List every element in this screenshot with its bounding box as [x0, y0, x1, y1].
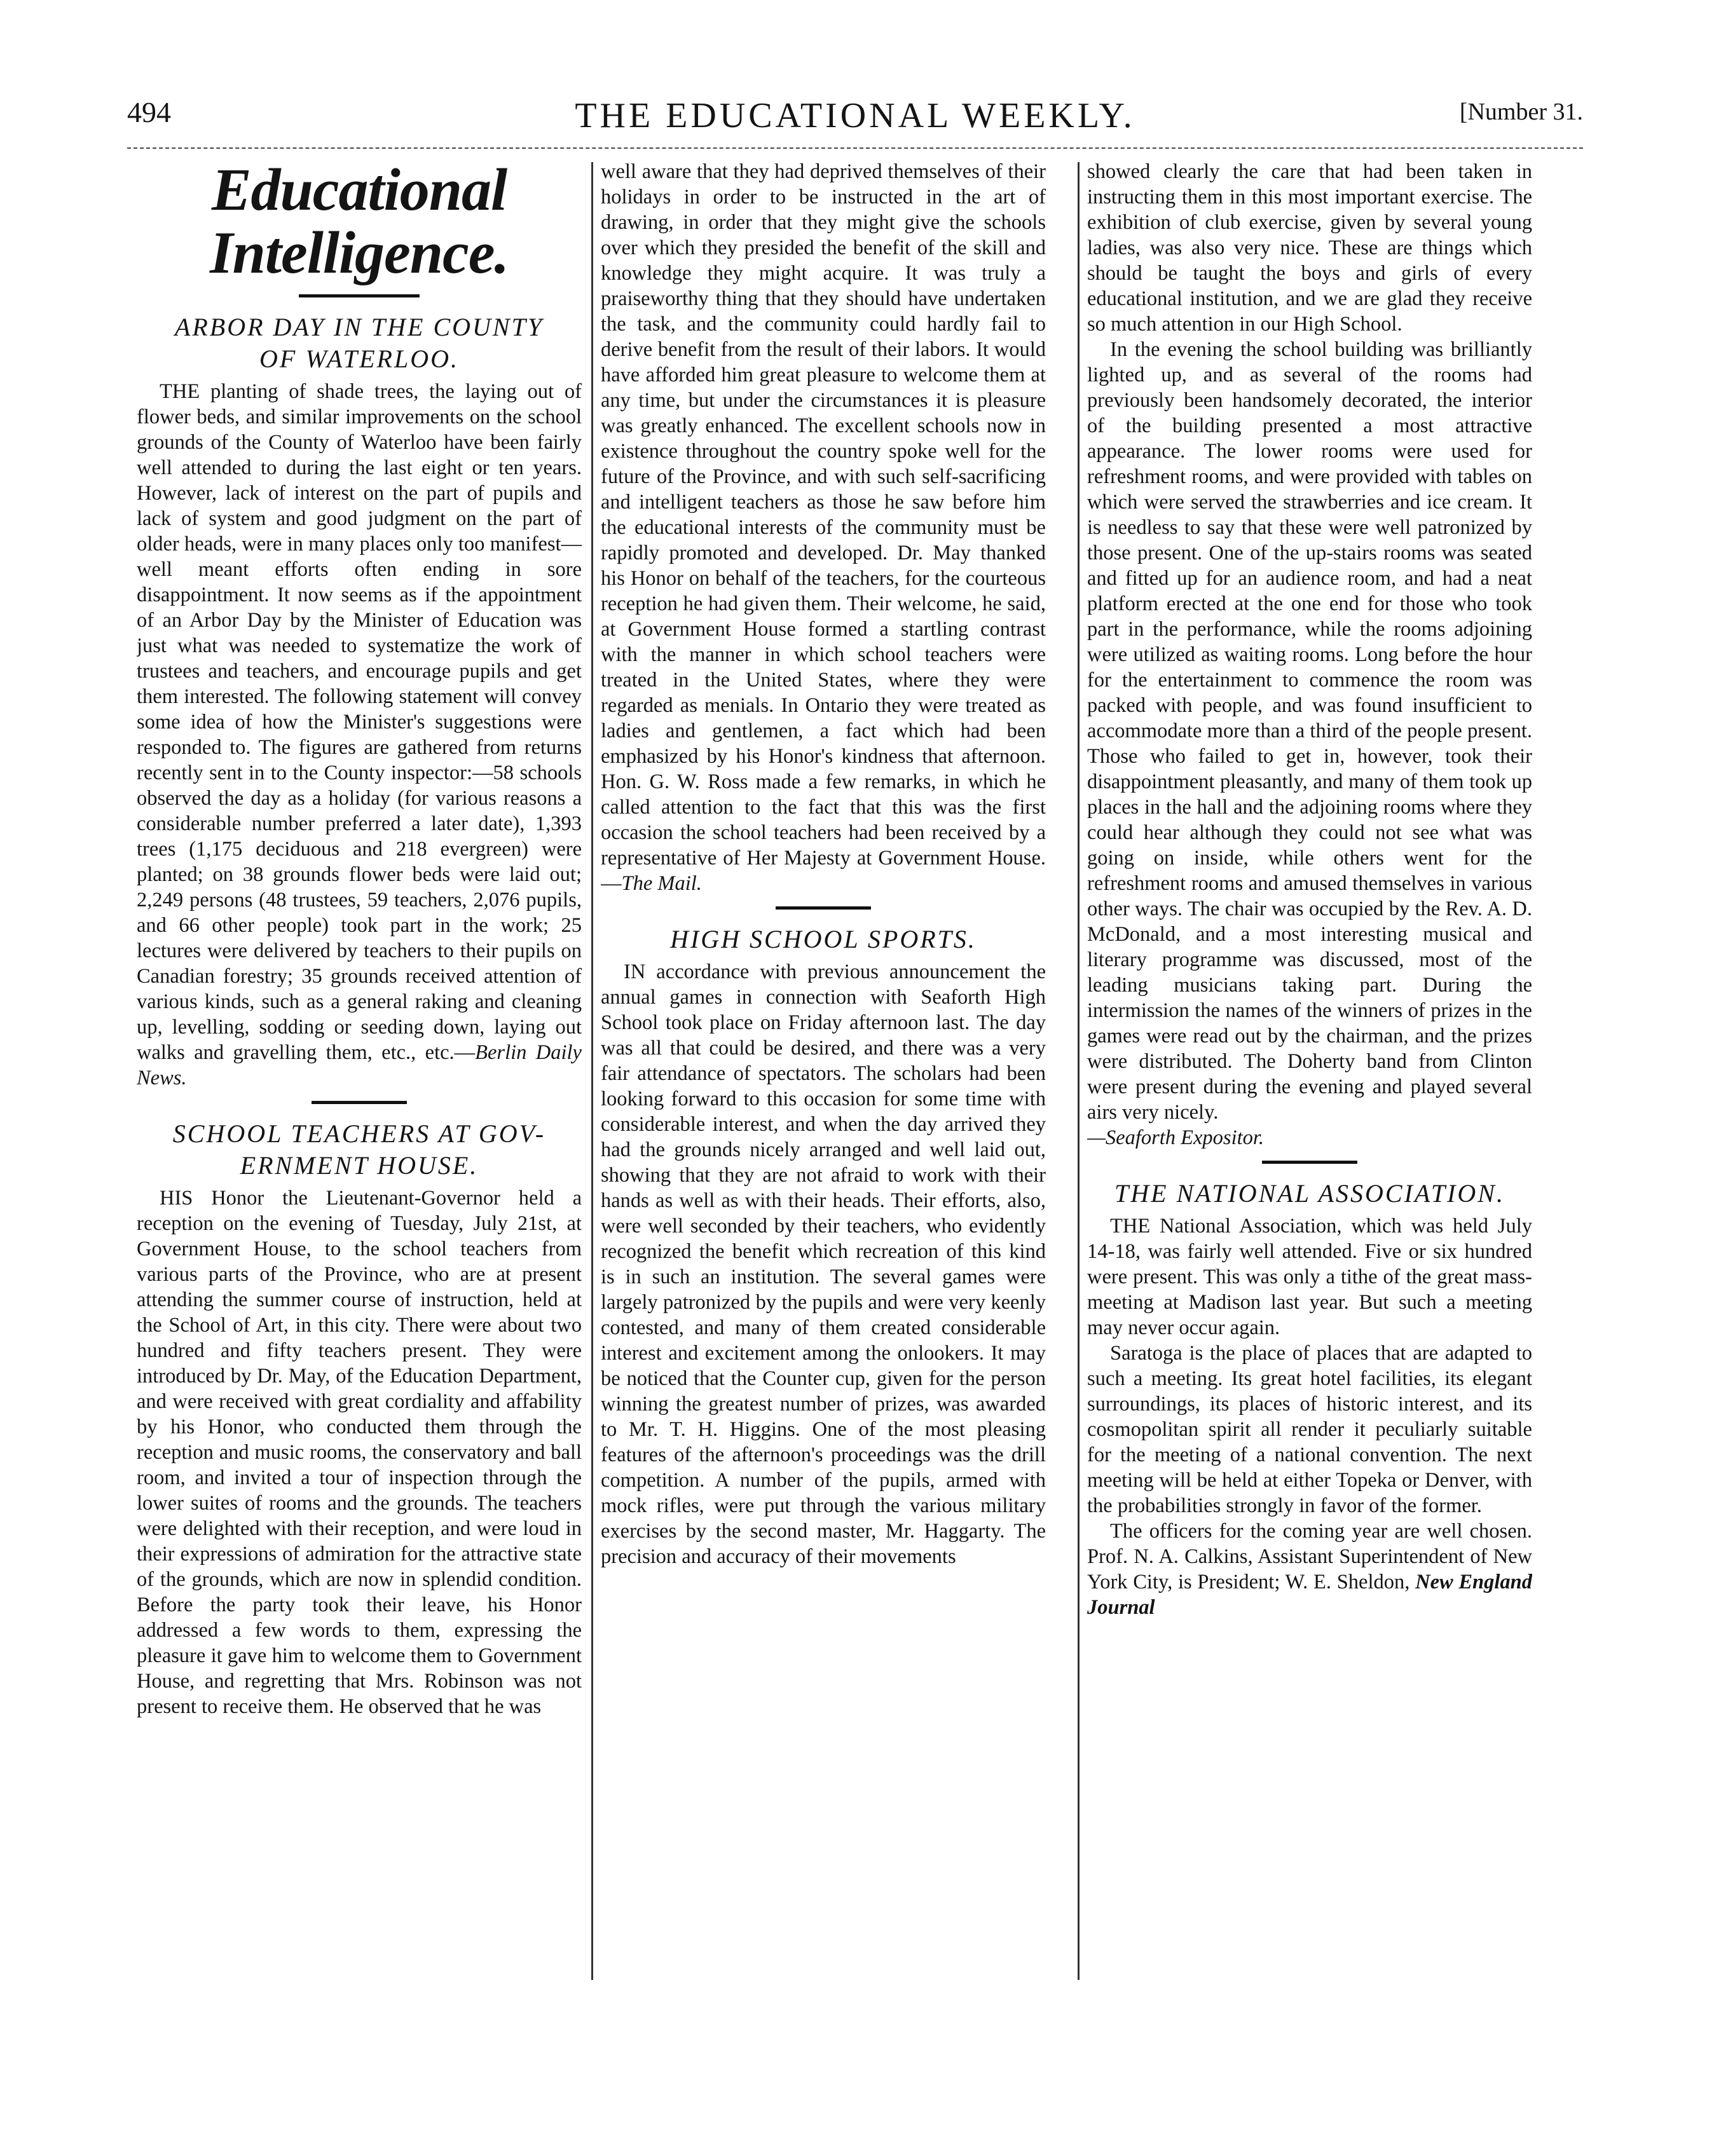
column-1	[137, 159, 582, 2021]
source-credit: —Seaforth Expositor.	[1087, 1126, 1265, 1149]
page-number: 494	[127, 96, 171, 128]
title-line: OF WATERLOO.	[259, 345, 459, 374]
article-divider	[312, 1101, 407, 1104]
paragraph-text: THE planting of shade trees, the laying out of flower beds, and similar improvements on the school grounds of the County of Waterloo have been fairly well attended to during the last eight or ten years. However, lack of interest on the part of pupils and lack of system and good judgment on the part of older heads, were in many places only too manifest—well meant efforts often ending in sore disappointment. It now seems as if the appointment of an Arbor Day by the Minister of Education was just what was needed to systematize the work of trustees and teachers, and encourage pupils and get them interested. The following statement will convey some idea of how the Minister's suggestions were responded to. The figures are gathered from returns recently sent in to the County inspector:—58 schools observed the day as a holiday (for various reasons a considerable number preferred a later date), 1,393 trees (1,175 deciduous and 218 evergreen) were planted; on 38 grounds flower beds were laid out; 2,249 persons (48 trustees, 59 teachers, 2,076 pupils, and 66 other people) took part in the work; 25 lectures were delivered by teachers to their pupils on Canadian forestry; 35 grounds received attention of various kinds, such as a general raking and cleaning up, levelling, sodding or seeding down, laying out walks and gravelling them, etc., etc.—	[137, 380, 582, 1065]
article-paragraph	[1087, 337, 1532, 1150]
paragraph-text: The officers for the coming year are well chosen. Prof. N. A. Calkins, Assistant Superintendent of New York City, is President; W. E. Sheldon,	[1087, 1520, 1532, 1593]
article-paragraph	[1087, 1518, 1532, 1620]
article-title-school-teachers	[137, 1118, 582, 1182]
article-paragraph: HIS Honor the Lieutenant-Governor held a reception on the evening of Tuesday, July 21st, at Government House, to the school teachers from various parts of the Province, who are at present attending the summer course of instruction, held at the School of Art, in this city. There were about two hundred and fifty teachers present. They were introduced by Dr. May, of the Education Department, and were received with great cordiality and affability by his Honor, who conducted them through the reception and music rooms, the conservatory and ball room, and invited a tour of inspection through the lower suites of rooms and the grounds. The teachers were delighted with their reception, and were loud in their expressions of admiration for the attractive state of the grounds, which are now in splendid condition. Before the party took their leave, his Honor addressed a few words to them, expressing the pleasure it gave him to welcome them to Government House, and regretting that Mrs. Robinson was not present to receive them. He observed that he was	[137, 1187, 582, 1719]
page-header	[127, 95, 1583, 140]
column-3	[1087, 159, 1532, 2021]
article-paragraph: IN accordance with previous announcement the annual games in connection with Seaforth High School took place on Friday afternoon last. The day was all that could be desired, and there was a very fair attendance of spectators. The scholars had been looking forward to this occasion for some time with considerable interest, and when the day arrived they had the grounds nicely arranged and well laid out, showing that they are not afraid to work with their hands as well as with their heads. Their efforts, also, were well seconded by their teachers, who evidently recognized the benefit which recreation of this kind is in such an institution. The several games were largely patronized by the pupils and were very keenly contested, and many of them created considerable interest and excitement among the onlookers. It may be noticed that the Counter cup, given for the person winning the greatest number of prizes, was awarded to Mr. T. H. Higgins. One of the most pleasing features of the afternoon's proceedings was the drill competition. A number of the pupils, armed with mock rifles, were put through the various military exercises by the second master, Mr. Haggarty. The precision and accuracy of their movements	[601, 960, 1046, 1568]
issue-number: [Number 31.	[1459, 99, 1583, 125]
journal-name: New England Journal	[1087, 1571, 1532, 1619]
paragraph-text: In the evening the school building was brilliantly lighted up, and as several of the rooms had previously been handsomely decorated, the interior of the building presented a most attractive appearance. The lower rooms were used for refreshment rooms, and were provided with tables on which were served the strawberries and ice cream. It is needless to say that these were well patronized by those present. One of the up-stairs rooms was seated and fitted up for an audience room, and had a neat platform erected at the one end for those who took part in the performance, while the rooms adjoining were utilized as waiting rooms. Long before the hour for the entertainment to commence the room was packed with people, and was found insufficient to accommodate more than a third of the people present. Those who failed to get in, however, took their disappointment pleasantly, and many of them took up places in the hall and the adjoining rooms where they could hear although they could not see what was going on inside, while others went for the refreshment rooms and amused themselves in various other ways. The chair was occupied by the Rev. A. D. McDonald, and a most interesting musical and literary programme was discussed, most of the leading musicians taking part. During the intermission the names of the winners of prizes in the games were read out by the chairman, and the prizes were distributed. The Doherty band from Clinton were present during the evening and played several airs very nicely.	[1087, 338, 1532, 1124]
section-title: Educational Intelligence.	[210, 159, 509, 286]
source-credit: The Mail.	[621, 872, 702, 895]
column-2	[601, 159, 1046, 2021]
section-rule	[299, 294, 420, 297]
column-divider	[1078, 162, 1080, 1980]
article-divider	[1262, 1161, 1357, 1164]
article-paragraph: THE National Association, which was held July 14-18, was fairly well attended. Five or six hundred were present. This was only a tithe of the great mass-meeting at Madison last year. But such a meeting may never occur again.	[1087, 1215, 1532, 1339]
article-title-arbor-day	[137, 311, 582, 375]
title-line: ERNMENT HOUSE.	[240, 1151, 479, 1180]
source-credit: Berlin Daily News.	[137, 1041, 582, 1090]
header-rule	[127, 147, 1583, 149]
journal-title: THE EDUCATIONAL WEEKLY.	[575, 96, 1135, 135]
article-title-national-association: THE NATIONAL ASSOCIATION.	[1114, 1179, 1505, 1208]
paragraph-text: well aware that they had deprived themselves of their holidays in order to be instructed in the art of drawing, in order that they might give the schools over which they presided the benefit of the skill and knowledge they might acquire. It was truly a praiseworthy thing that they should have undertaken the task, and the community could hardly fail to derive benefit from the result of their labors. It would have afforded him great pleasure to welcome them at any time, but under the circumstances it is pleasure was greatly enhanced. The excellent schools now in existence throughout the country spoke well for the future of the Province, and with such self-sacrificing and intelligent teachers as those he saw before him the educational interests of the community must be rapidly promoted and developed. Dr. May thanked his Honor on behalf of the teachers, for the courteous reception he had given them. Their welcome, he said, at Government House formed a startling contrast with the manner in which school teachers were treated in the United States, where they were regarded as menials. In Ontario they were treated as ladies and gentlemen, a fact which had been emphasized by his Honor's kindness that afternoon. Hon. G. W. Ross made a few remarks, in which he called attention to the fact that this was the first occasion the school teachers had been received by a representative of Her Majesty at Government House.—	[601, 160, 1046, 895]
title-line: SCHOOL TEACHERS AT GOV-	[172, 1119, 546, 1149]
article-paragraph: showed clearly the care that had been taken in instructing them in this most important exercise. The exhibition of club exercise, given by several young ladies, was also very nice. These are things which should be taught the boys and girls of every educational institution, and we are glad they receive so much attention in our High School.	[1087, 160, 1532, 336]
title-line: ARBOR DAY IN THE COUNTY	[174, 313, 544, 342]
article-paragraph	[137, 379, 582, 1091]
article-paragraph	[601, 159, 1046, 896]
column-divider	[591, 162, 593, 1980]
article-title-high-school-sports: HIGH SCHOOL SPORTS.	[670, 925, 977, 953]
article-paragraph: Saratoga is the place of places that are adapted to such a meeting. Its great hotel facilities, its elegant surroundings, its places of historic interest, and its cosmopolitan spirit all render it peculiarly suitable for the meeting of a national convention. The next meeting will be held at either Topeka or Denver, with the probabilities strongly in favor of the former.	[1087, 1342, 1532, 1517]
article-divider	[776, 906, 871, 910]
